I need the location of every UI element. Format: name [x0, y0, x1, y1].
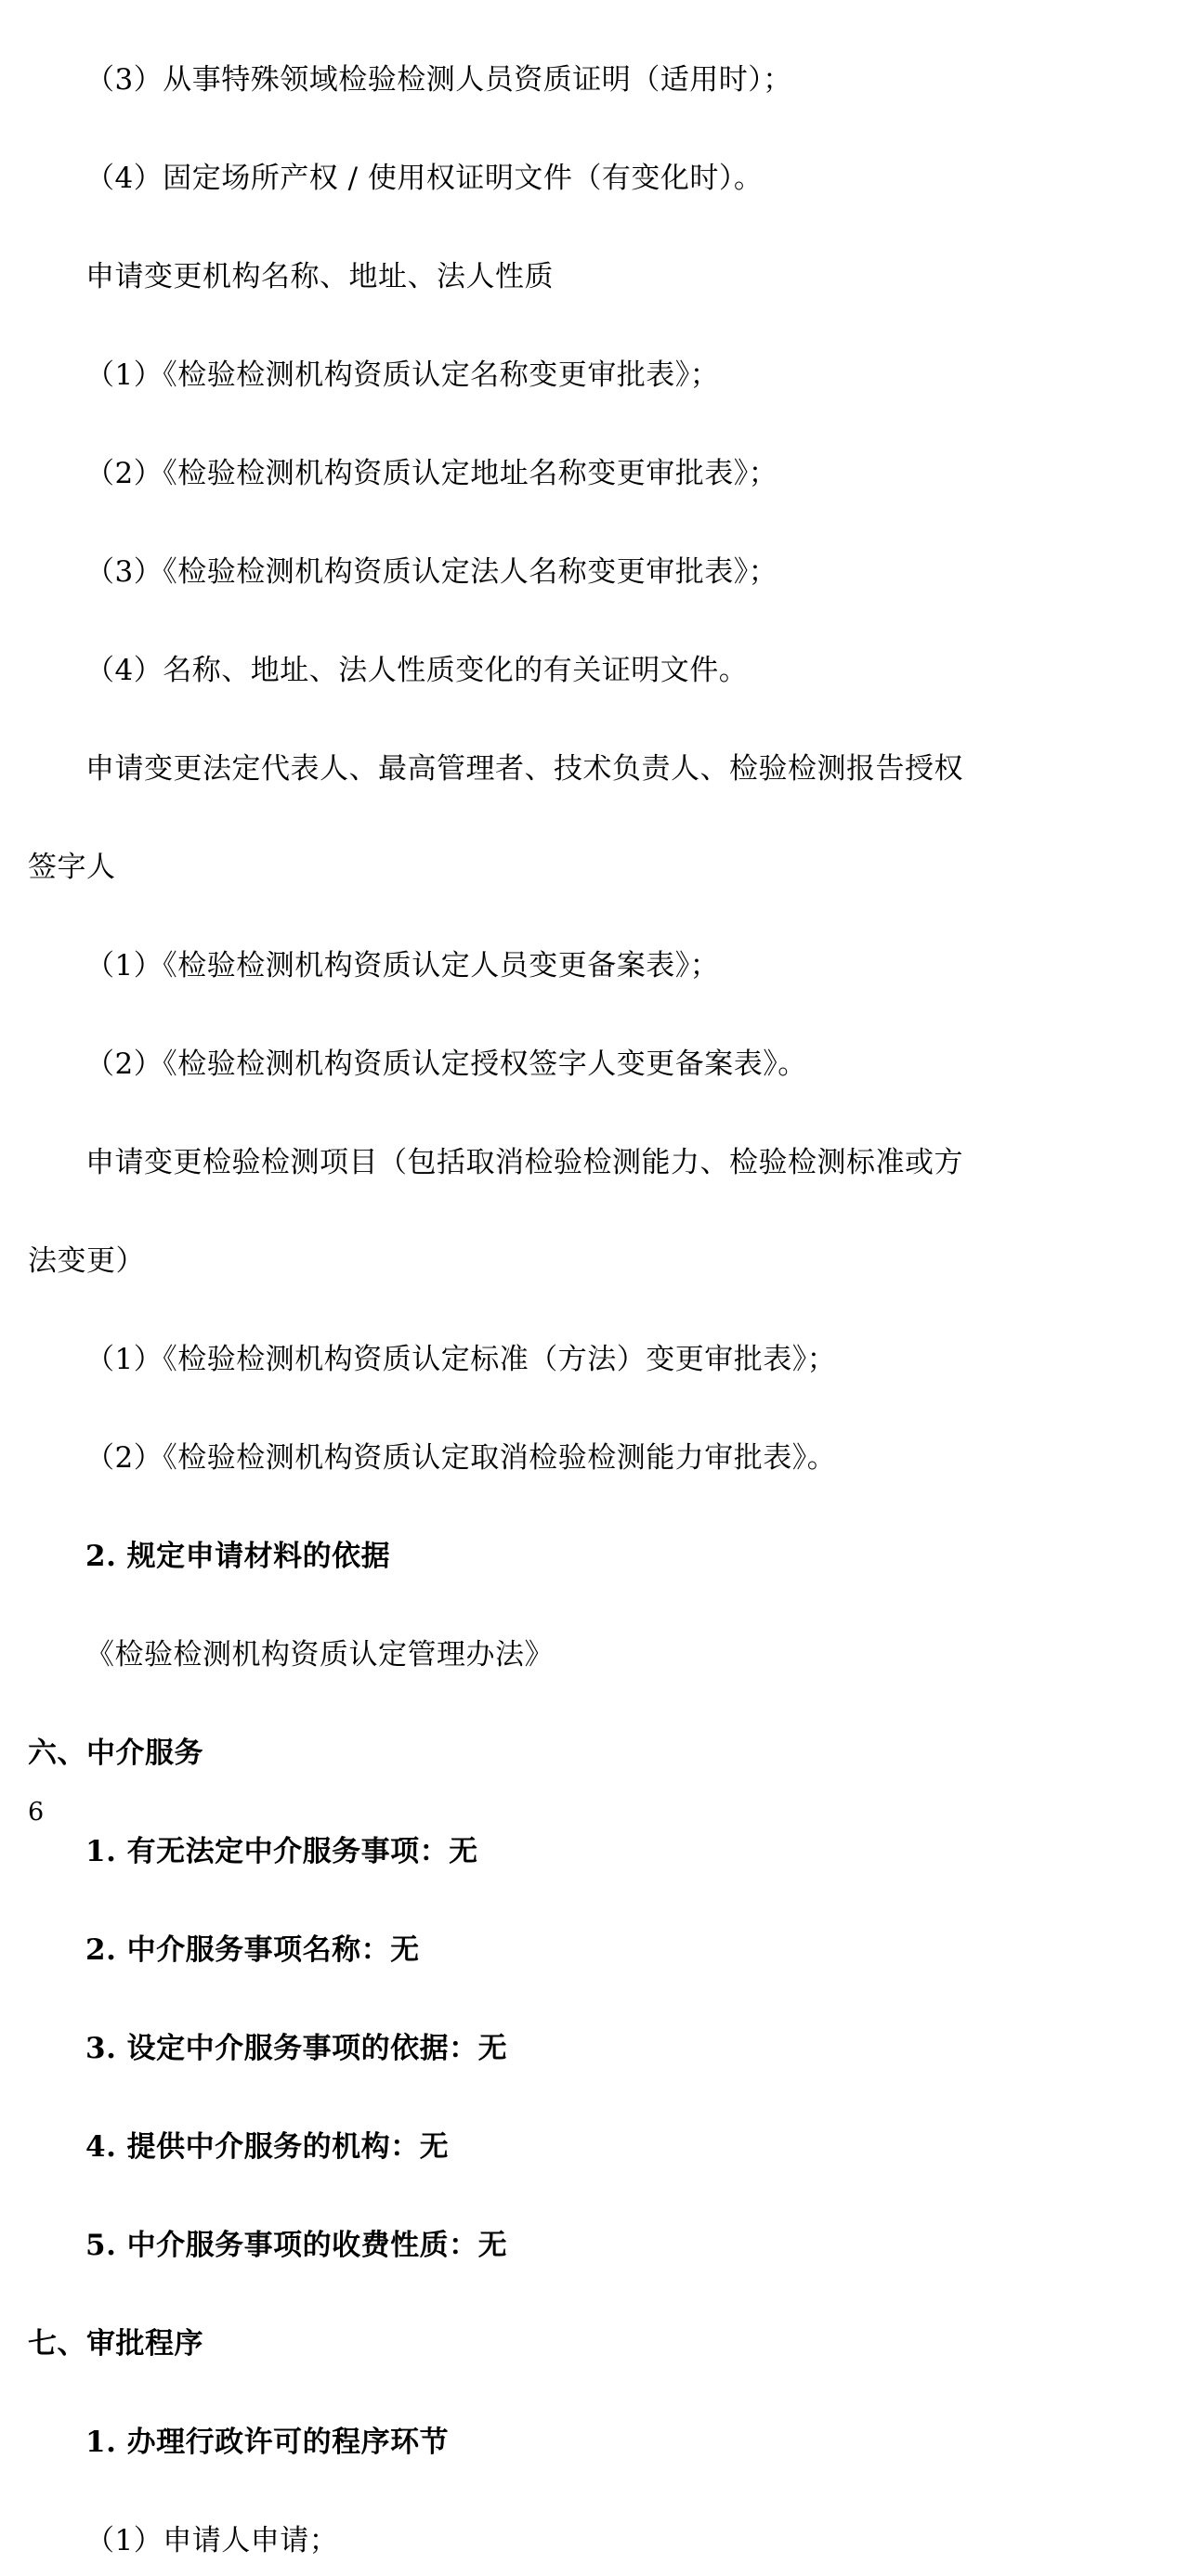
- subsection-heading: 2. 中介服务事项名称：无: [85, 1933, 420, 1967]
- body-line: （4）名称、地址、法人性质变化的有关证明文件。: [85, 654, 749, 687]
- body-line: （1）《检验检测机构资质认定标准（方法）变更审批表》；: [85, 1343, 837, 1376]
- body-line: 《检验检测机构资质认定管理办法》: [85, 1638, 554, 1672]
- body-line: （2）《检验检测机构资质认定地址名称变更审批表》；: [85, 457, 778, 490]
- subsection-heading: 2. 规定申请材料的依据: [85, 1540, 391, 1573]
- body-line: （1）《检验检测机构资质认定名称变更审批表》；: [85, 358, 720, 392]
- body-line: （1）《检验检测机构资质认定人员变更备案表》；: [85, 949, 720, 982]
- body-line-continuation: 法变更）: [28, 1244, 145, 1278]
- subsection-heading: 5. 中介服务事项的收费性质：无: [85, 2229, 508, 2262]
- subsection-heading: 4. 提供中介服务的机构：无: [85, 2130, 450, 2164]
- body-line: （3）从事特殊领域检验检测人员资质证明（适用时）；: [85, 63, 792, 97]
- section-heading: 七、审批程序: [28, 2327, 203, 2361]
- body-line: （4）固定场所产权 / 使用权证明文件（有变化时）。: [85, 162, 764, 195]
- page-number: 6: [28, 1798, 45, 1827]
- section-heading: 六、中介服务: [28, 1737, 203, 1770]
- body-line: （2）《检验检测机构资质认定取消检验检测能力审批表》。: [85, 1441, 837, 1475]
- body-line: （3）《检验检测机构资质认定法人名称变更审批表》；: [85, 555, 778, 589]
- body-line: （2）《检验检测机构资质认定授权签字人变更备案表》。: [85, 1047, 807, 1081]
- body-line: 申请变更法定代表人、最高管理者、技术负责人、检验检测报告授权: [85, 752, 963, 786]
- body-line-continuation: 签字人: [28, 851, 116, 884]
- body-line: （1）申请人申请；: [85, 2524, 339, 2557]
- subsection-heading: 1. 办理行政许可的程序环节: [85, 2426, 450, 2459]
- subsection-heading: 1. 有无法定中介服务事项：无: [85, 1835, 478, 1868]
- body-line: 申请变更检验检测项目（包括取消检验检测能力、检验检测标准或方: [85, 1146, 963, 1179]
- body-line: 申请变更机构名称、地址、法人性质: [85, 260, 554, 293]
- subsection-heading: 3. 设定中介服务事项的依据：无: [85, 2032, 508, 2065]
